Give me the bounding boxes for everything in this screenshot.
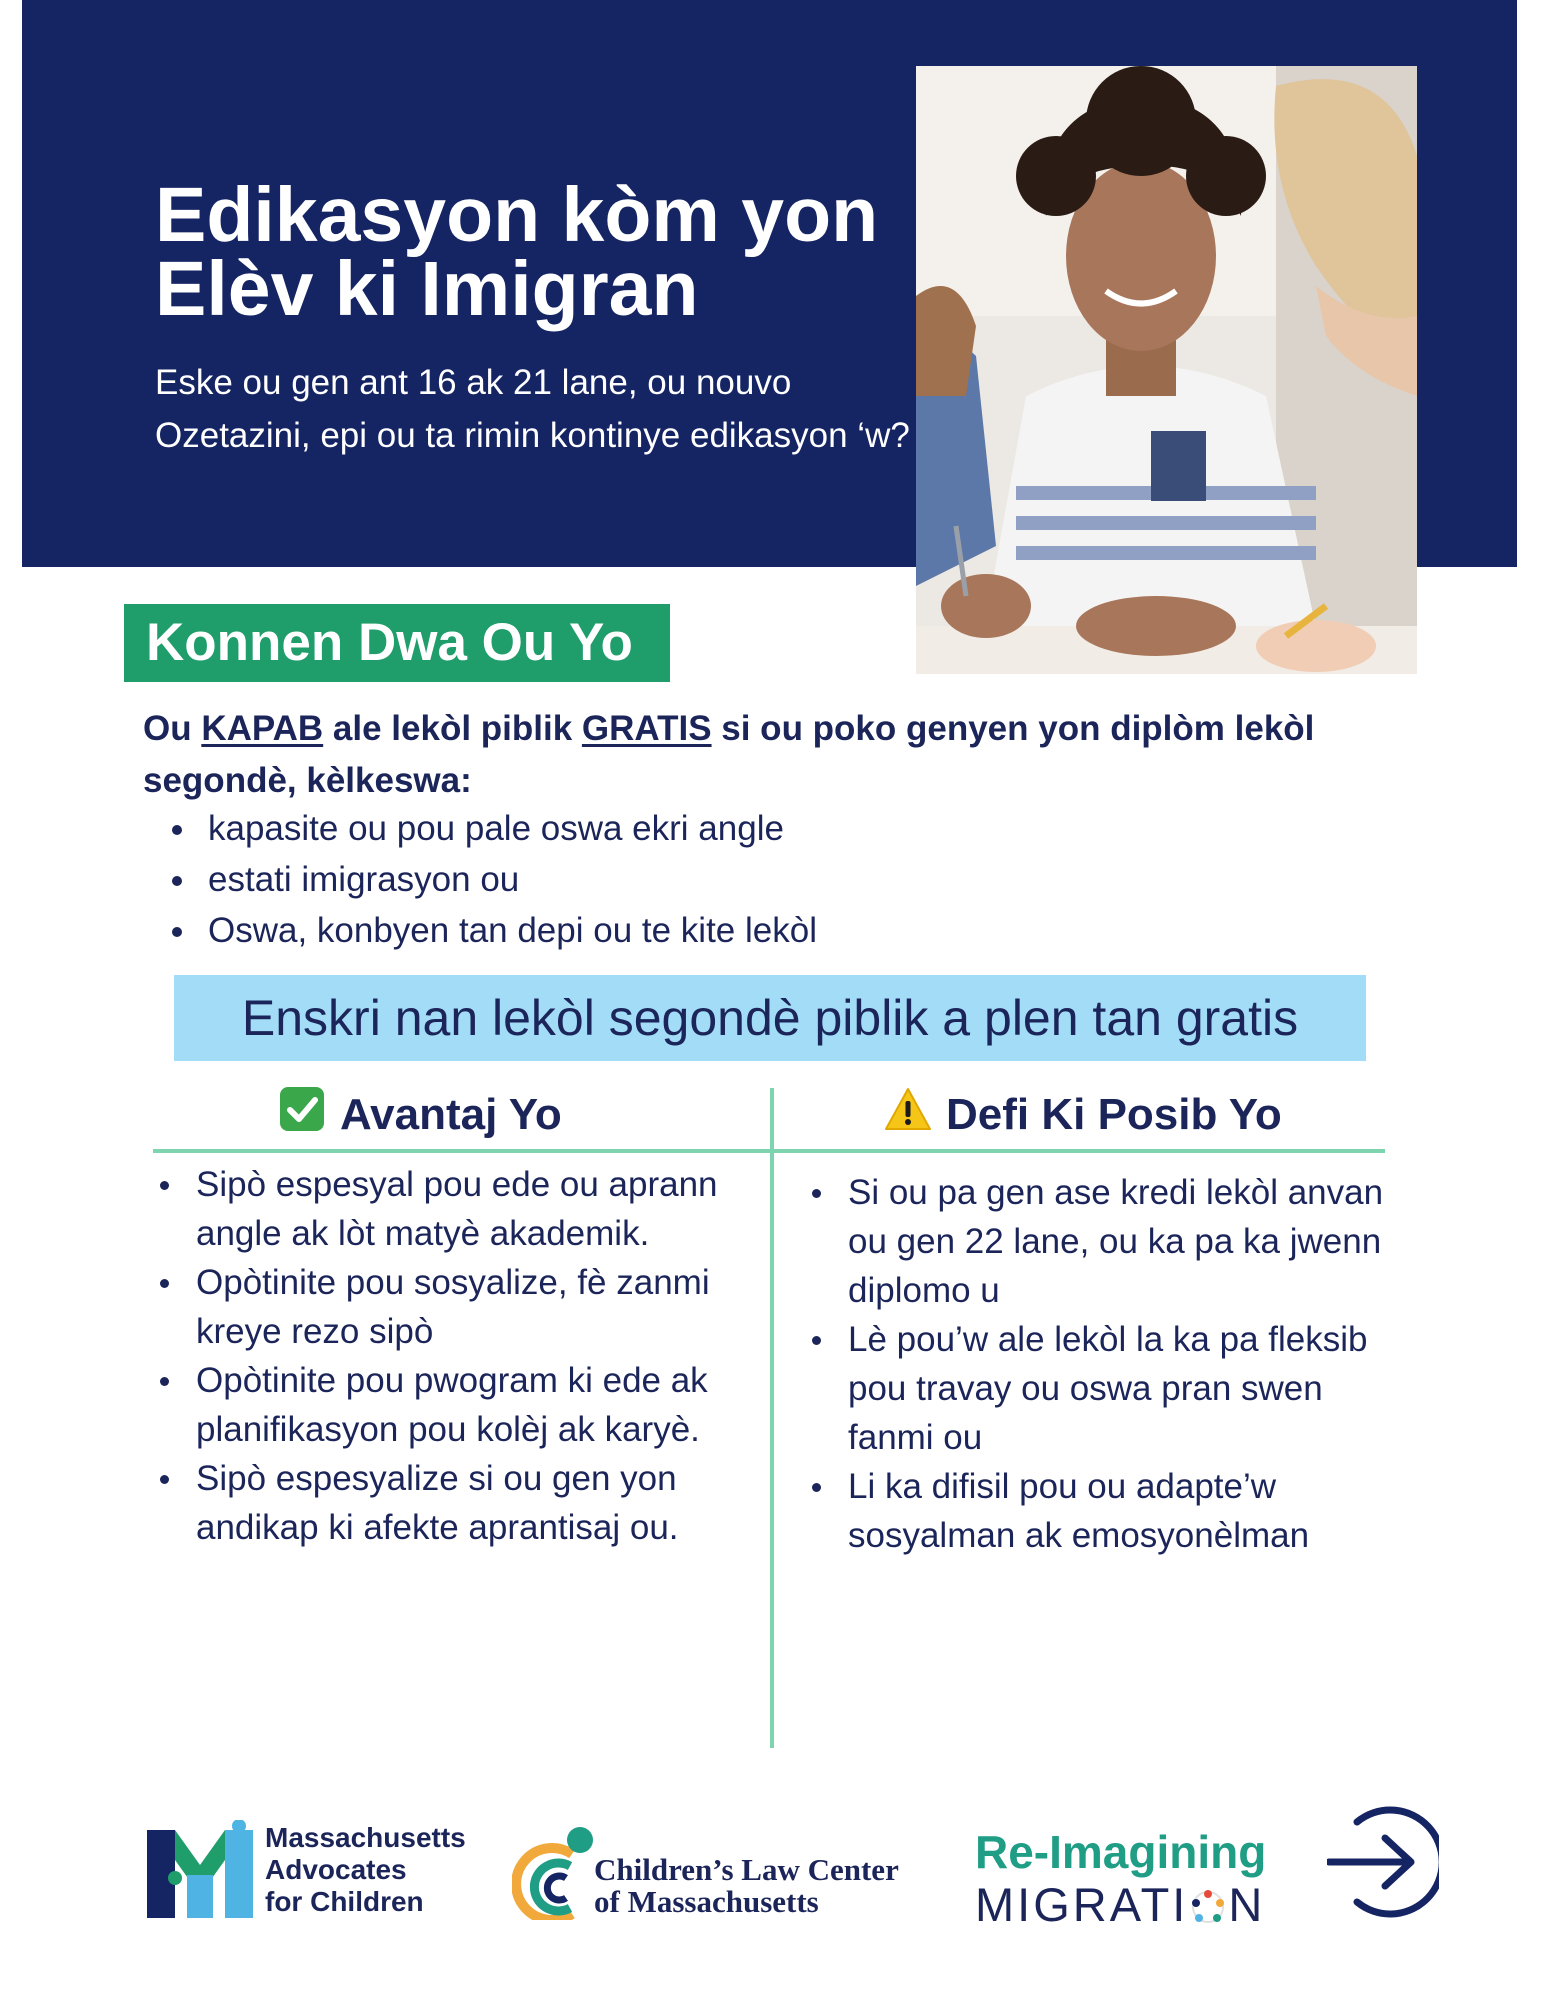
clc-logo-mark	[512, 1824, 594, 1925]
list-item: Opòtinite pou pwogram ki ede ak planifikasyon pou kolèj ak karyè.	[156, 1356, 766, 1454]
check-mark-icon	[278, 1085, 326, 1149]
rights-intro	[143, 703, 1373, 807]
advantages-list	[156, 1160, 766, 1552]
challenges-list	[808, 1168, 1388, 1560]
list-item: Sipò espesyal pou ede ou aprann angle ak lòt matyè akademik.	[156, 1160, 766, 1258]
mac-logo-mark	[147, 1820, 253, 1925]
list-item: Li ka difisil pou ou adapte’w sosyalman ak emosyonèlman	[808, 1462, 1388, 1560]
list-item: Lè pou’w ale lekòl la ka pa fleksib pou travay ou oswa pran swen fanmi ou	[808, 1315, 1388, 1462]
rim-logo-line-2	[975, 1880, 1265, 1934]
mac-logo-text	[265, 1822, 466, 1918]
clc-line-2: of Massachusetts	[594, 1884, 819, 1919]
title-line-1: Edikasyon kòm yon	[155, 172, 879, 258]
rights-intro-post: si ou poko genyen yon diplòm lekòl segondè, kèlkeswa:	[143, 709, 1315, 800]
page-title	[155, 172, 915, 332]
student-photo-illustration	[916, 66, 1417, 674]
globe-icon	[1190, 1884, 1226, 1934]
hero-subtitle: Eske ou gen ant 16 ak 21 lane, ou nouvo Ozetazini, epi ou ta rimin kontinye edikasyon ‘w?	[155, 363, 910, 455]
student-photo	[916, 66, 1417, 674]
clc-line-1: Children’s Law Center	[594, 1852, 899, 1887]
list-item: Si ou pa gen ase kredi lekòl anvan ou gen 22 lane, ou ka pa ka jwenn diplomo u	[808, 1168, 1388, 1315]
mac-line-3: for Children	[265, 1886, 424, 1917]
warning-icon	[884, 1087, 932, 1147]
rights-heading: Konnen Dwa Ou Yo	[124, 604, 670, 682]
arrow-right-icon[interactable]	[1327, 1800, 1439, 1929]
advantages-heading	[278, 1085, 562, 1145]
advantages-heading-label: Avantaj Yo	[340, 1090, 562, 1139]
mac-line-1: Massachusetts	[265, 1822, 466, 1853]
rights-intro-gratis: GRATIS	[581, 709, 712, 748]
column-divider-vertical	[770, 1088, 774, 1748]
column-divider-horizontal	[153, 1149, 1385, 1153]
list-item: Sipò espesyalize si ou gen yon andikap ki afekte aprantisaj ou.	[156, 1454, 766, 1552]
challenges-heading	[884, 1085, 1282, 1145]
challenges-heading-label: Defi Ki Posib Yo	[946, 1090, 1282, 1139]
mac-line-2: Advocates	[265, 1854, 407, 1885]
clc-logo-text	[594, 1854, 899, 1918]
rights-list	[170, 803, 817, 956]
list-item: estati imigrasyon ou	[170, 854, 817, 905]
title-line-2: Elèv ki Imigran	[155, 246, 699, 332]
rights-intro-kapab: KAPAB	[201, 709, 324, 748]
list-item: kapasite ou pou pale oswa ekri angle	[170, 803, 817, 854]
rim-text-b: N	[1228, 1878, 1266, 1931]
enrollment-banner: Enskri nan lekòl segondè piblik a plen tan gratis	[174, 975, 1366, 1061]
rights-intro-mid: ale lekòl piblik	[323, 709, 582, 748]
rim-text-a: MIGRATI	[975, 1878, 1189, 1931]
rights-intro-pre: Ou	[143, 709, 202, 748]
rim-logo-line-1: Re-Imagining	[975, 1826, 1267, 1878]
list-item: Oswa, konbyen tan depi ou te kite lekòl	[170, 905, 817, 956]
list-item: Opòtinite pou sosyalize, fè zanmi kreye rezo sipò	[156, 1258, 766, 1356]
